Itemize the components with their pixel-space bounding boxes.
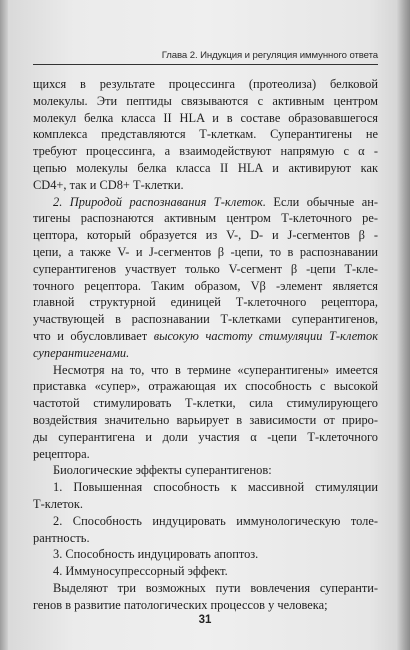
text-line: участвующей в распознавании Т-клетками суперантигенов, — [33, 312, 378, 327]
list-item: 4. Иммуносупрессорный эффект. — [53, 564, 228, 579]
running-head: Глава 2. Индукция и регуляция иммунного ответа — [161, 50, 378, 61]
page-number: 31 — [198, 614, 212, 626]
text-line: цепи, а также V- и J-сегментов β -цепи, то в распознавании — [33, 244, 378, 259]
text-line-lead-italic: 2. Природой распознавания Т-клеток. Если обычные ан- — [53, 194, 378, 209]
text-line: требуют процессинга, а взаимодействуют напрямую с α - — [33, 144, 378, 159]
text-line: точного рецептора. Таким образом, Vβ -элемент является — [33, 278, 378, 293]
text-line-emphasis: что и обусловливает высокую частоту стимуляции Т-клеток — [33, 328, 379, 343]
text-line: рецептора. — [33, 446, 90, 461]
text-line: главной структурной единицей Т-клеточного рецептора, — [33, 295, 378, 310]
text-line-italic: суперантигенами. — [33, 345, 130, 360]
list-item-continued: Т-клеток. — [33, 496, 83, 511]
text-line: частотой стимулировать Т-клетки, сила стимулирующего — [33, 396, 378, 411]
body-text — [33, 76, 378, 614]
header-rule — [33, 64, 378, 65]
text-line: цепью молекулы белка класса II HLA и активируют как — [33, 160, 378, 175]
text-line: воздействия значительно варьирует в зависимости от приро- — [33, 412, 378, 427]
text-line: тигены распознаются активным центром Т-клеточного ре- — [33, 211, 378, 226]
list-item: 1. Повышенная способность к массивной стимуляции — [53, 480, 378, 495]
text-line: комплекса представляются Т-клеткам. Суперантигены не — [33, 127, 378, 142]
page-edge-right — [396, 0, 410, 650]
text-line: молекулы. Эти пептиды связываются с активным центром — [33, 93, 378, 108]
text-line: приставка «супер», отражающая их способность с высокой — [33, 379, 378, 394]
text-line: Несмотря на то, что в термине «суперантигены» имеется — [53, 362, 378, 377]
text-line: CD4+, так и CD8+ Т-клетки. — [33, 177, 184, 192]
page-edge-left — [0, 0, 8, 650]
list-item: 2. Способность индуцировать иммунологическую толе- — [53, 513, 378, 528]
text-line: Выделяют три возможных пути вовлечения суперанти- — [53, 580, 378, 595]
text-line: молекул белка класса II HLA и в составе образовавшегося — [33, 110, 378, 125]
text-line: суперантигенов участвует только V-сегмент β -цепи Т-кле- — [33, 261, 378, 276]
text-line: щихся в результате процессинга (протеолиза) белковой — [33, 77, 378, 91]
italic-emphasis: высокую частоту стимуляции Т-клеток — [153, 328, 379, 343]
list-heading: Биологические эффекты суперантигенов: — [53, 463, 272, 478]
text-line: ды суперантигена и доли участия α -цепи Т-клеточного — [33, 429, 378, 444]
text-line: цептора, который образуется из V-, D- и J-сегментов β - — [33, 228, 378, 243]
list-item-continued: рантность. — [33, 530, 90, 545]
list-item: 3. Способность индуцировать апоптоз. — [53, 547, 259, 562]
italic-emphasis: 2. Природой распознавания Т-клеток. — [53, 194, 266, 209]
text-line: генов в развитие патологических процессов у человека; — [33, 597, 328, 612]
